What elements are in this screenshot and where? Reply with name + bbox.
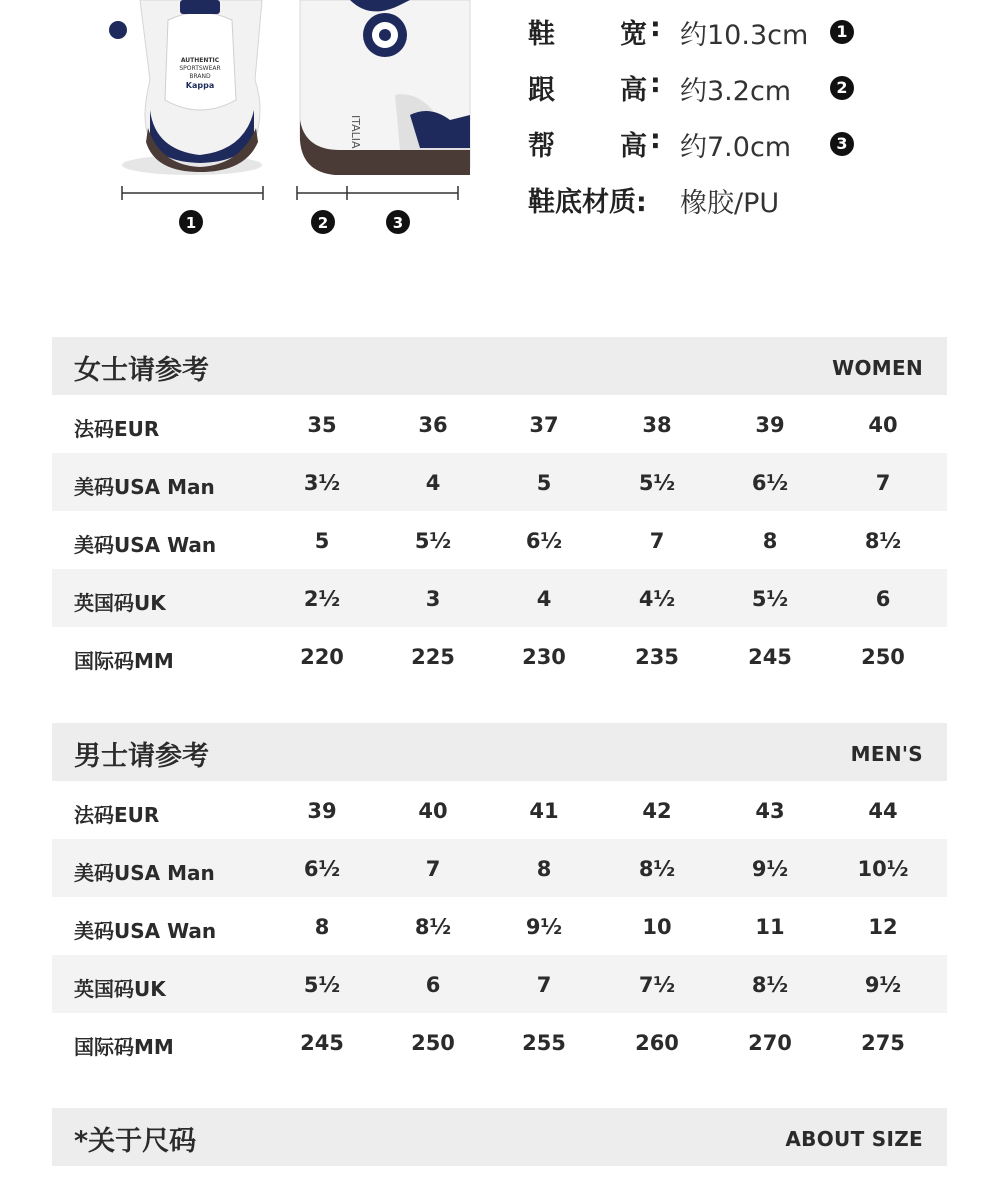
table-cell: 5 [314, 529, 330, 553]
table-row [52, 897, 947, 955]
table-cell: 235 [635, 645, 679, 669]
spec-label: 跟 [528, 75, 555, 106]
shoe-images [0, 0, 520, 250]
table-cell: 42 [642, 799, 672, 823]
table-cell: 230 [522, 645, 566, 669]
spec-value: 橡胶/PU [680, 188, 780, 219]
marker-1-label: 1 [185, 214, 197, 232]
table-cell: 8½ [638, 857, 676, 881]
table-cell: 9½ [525, 915, 563, 939]
spec-label: 高 [620, 75, 647, 106]
table-cell: 8 [762, 529, 778, 553]
table-cell: 6½ [751, 471, 789, 495]
spec-badge: 2 [830, 76, 854, 100]
table-cell: 275 [861, 1031, 905, 1055]
table-cell: 6 [425, 973, 441, 997]
about-title: *关于尺码 [74, 1126, 197, 1157]
spec-heel-height [528, 68, 988, 108]
table-cell: 8½ [751, 973, 789, 997]
table-cell: 39 [755, 413, 785, 437]
table-cell: 44 [868, 799, 898, 823]
table-cell: 5½ [638, 471, 676, 495]
shoe-front-view [109, 0, 262, 175]
table-cell: 2½ [303, 587, 341, 611]
table-cell: 5½ [751, 587, 789, 611]
spec-value: 约7.0cm [680, 132, 792, 163]
marker-2 [311, 210, 335, 234]
row-label: 美码USA Wan [74, 919, 217, 943]
insole-text-1: AUTHENTIC [180, 57, 220, 64]
charm-icon [109, 21, 127, 39]
table-cell: 40 [868, 413, 898, 437]
row-label: 美码USA Man [74, 475, 215, 499]
spec-label: 高 [620, 131, 647, 162]
table-cell: 7 [875, 471, 891, 495]
table-row [52, 781, 947, 839]
table-cell: 245 [300, 1031, 344, 1055]
spec-label: 鞋 [528, 19, 555, 50]
row-label: 国际码MM [74, 1035, 174, 1059]
table-cell: 9½ [864, 973, 902, 997]
spec-sole-material [528, 180, 988, 220]
marker-1 [179, 210, 203, 234]
table-cell: 8 [314, 915, 330, 939]
men-title-en: MEN'S [850, 742, 923, 766]
shoe-side-view [300, 0, 470, 175]
table-cell: 255 [522, 1031, 566, 1055]
measure-lines [122, 186, 458, 200]
spec-upper-height [528, 124, 988, 164]
insole-text-3: BRAND [189, 73, 211, 80]
table-cell: 260 [635, 1031, 679, 1055]
insole-text-2: SPORTSWEAR [179, 65, 221, 72]
marker-3 [386, 210, 410, 234]
table-cell: 38 [642, 413, 672, 437]
spec-badge: 3 [830, 132, 854, 156]
table-cell: 245 [748, 645, 792, 669]
table-cell: 7 [425, 857, 441, 881]
table-cell: 6½ [303, 857, 341, 881]
table-cell: 3 [425, 587, 441, 611]
table-row [52, 511, 947, 569]
women-title-en: WOMEN [832, 356, 923, 380]
spec-value: 约3.2cm [680, 76, 792, 107]
row-label: 英国码UK [74, 591, 166, 615]
about-size-header [52, 1108, 947, 1166]
table-cell: 8½ [864, 529, 902, 553]
women-title: 女士请参考 [74, 355, 209, 386]
table-cell: 37 [529, 413, 559, 437]
table-cell: 36 [418, 413, 448, 437]
row-label: 国际码MM [74, 649, 174, 673]
spec-width [528, 12, 988, 52]
table-cell: 10 [642, 915, 672, 939]
table-row [52, 955, 947, 1013]
table-cell: 5½ [414, 529, 452, 553]
table-cell: 7 [536, 973, 552, 997]
spec-colon: : [650, 12, 661, 43]
table-cell: 225 [411, 645, 455, 669]
table-cell: 41 [529, 799, 559, 823]
row-label: 美码USA Wan [74, 533, 217, 557]
about-title-en: ABOUT SIZE [785, 1127, 923, 1151]
table-cell: 5 [536, 471, 552, 495]
table-row [52, 395, 947, 453]
table-cell: 40 [418, 799, 448, 823]
men-size-table [52, 723, 947, 1071]
table-cell: 8½ [414, 915, 452, 939]
shoe-illustration [0, 0, 520, 250]
table-row [52, 839, 947, 897]
table-row [52, 569, 947, 627]
table-cell: 35 [307, 413, 337, 437]
spec-label: 鞋底材质: [528, 187, 647, 218]
table-cell: 8 [536, 857, 552, 881]
table-cell: 9½ [751, 857, 789, 881]
men-title: 男士请参考 [74, 741, 209, 772]
table-cell: 4 [425, 471, 441, 495]
row-label: 法码EUR [74, 417, 160, 441]
table-row [52, 453, 947, 511]
row-label: 法码EUR [74, 803, 160, 827]
spec-colon: : [650, 124, 661, 155]
table-cell: 3½ [303, 471, 341, 495]
spec-label: 帮 [528, 131, 555, 162]
table-cell: 7 [649, 529, 665, 553]
side-text: ITALIA [349, 115, 362, 149]
row-label: 英国码UK [74, 977, 166, 1001]
row-label: 美码USA Man [74, 861, 215, 885]
table-cell: 270 [748, 1031, 792, 1055]
table-cell: 4½ [638, 587, 676, 611]
women-size-table [52, 337, 947, 685]
spec-label: 宽 [620, 19, 647, 50]
spec-value: 约10.3cm [680, 20, 809, 51]
marker-3-label: 3 [392, 214, 404, 232]
table-cell: 10½ [857, 857, 909, 881]
table-cell: 6½ [525, 529, 563, 553]
table-cell: 12 [868, 915, 898, 939]
table-cell: 220 [300, 645, 344, 669]
marker-2-label: 2 [317, 214, 329, 232]
table-row [52, 627, 947, 685]
women-header [52, 337, 947, 395]
table-cell: 250 [411, 1031, 455, 1055]
table-cell: 5½ [303, 973, 341, 997]
spec-badge: 1 [830, 20, 854, 44]
table-cell: 4 [536, 587, 552, 611]
table-row [52, 1013, 947, 1071]
table-cell: 11 [755, 915, 785, 939]
insole-logo: Kappa [185, 81, 215, 90]
table-cell: 7½ [638, 973, 676, 997]
spec-colon: : [650, 68, 661, 99]
table-cell: 39 [307, 799, 337, 823]
table-cell: 6 [875, 587, 891, 611]
table-cell: 43 [755, 799, 785, 823]
men-header [52, 723, 947, 781]
table-cell: 250 [861, 645, 905, 669]
